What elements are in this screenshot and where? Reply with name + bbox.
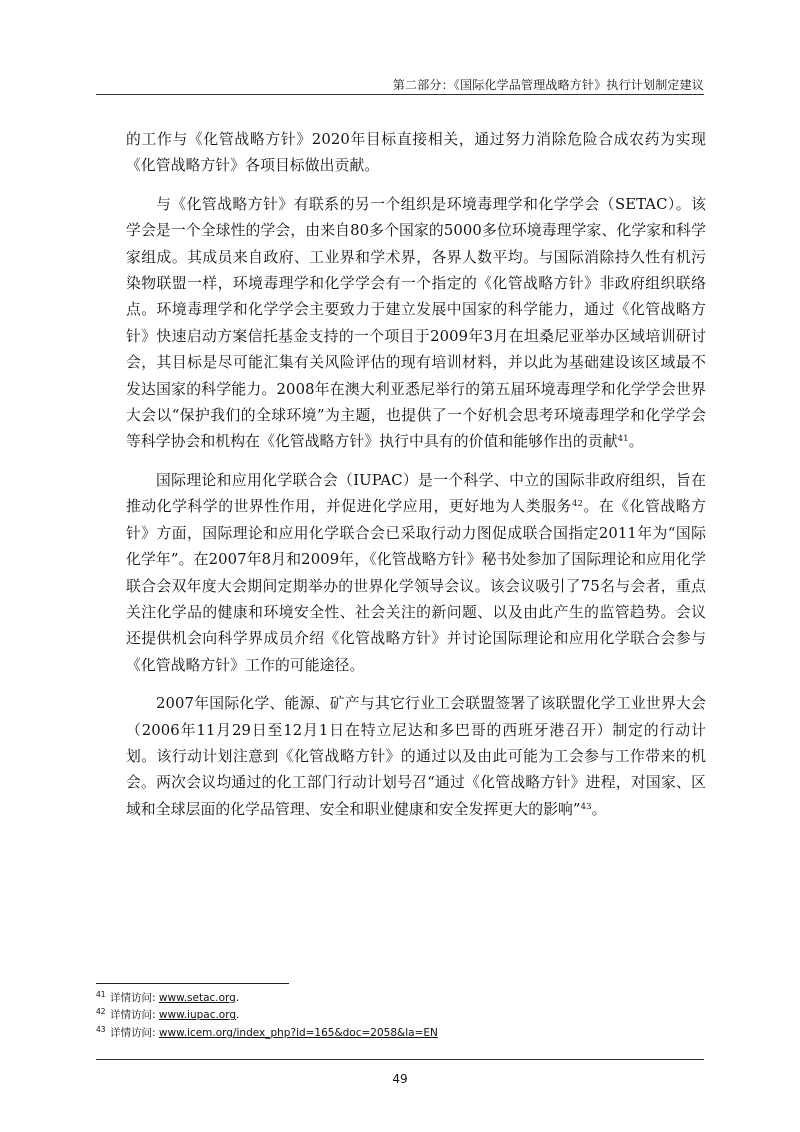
footnote-link[interactable]: www.icem.org/index_php?id=165&doc=2058&la=EN: [158, 1026, 438, 1039]
header-title: 第二部分：《国际化学品管理战略方针》执行计划制定建议: [392, 78, 704, 92]
paragraph: [126, 468, 706, 679]
footnote-label: 详情访问:: [110, 1009, 159, 1022]
footnote-number: 41: [96, 990, 106, 999]
footnote-link[interactable]: www.iupac.org: [158, 1009, 237, 1022]
paragraph-text: 2007年国际化学、能源、矿产与其它行业工会联盟签署了该联盟化学工业世界大会（2006年11月29日至12月1日在特立尼达和多巴哥的西班牙港召开）制定的行动计划。该行动计划注意到《化管战略方针》的通过以及由此可能为工会参与工作带来的机会。两次会议均通过的化工部门行动计划号召“通过《化管战略方针》进程，对国家、区域和全球层面的化学品管理、安全和职业健康和安全发挥更大的影响”: [126, 695, 706, 818]
footnote: [96, 1023, 696, 1040]
footnote: [96, 1005, 696, 1022]
footnote-divider: [96, 983, 289, 984]
paragraph-text: 。: [628, 433, 644, 451]
footnote-link[interactable]: www.setac.org: [158, 992, 236, 1004]
paragraph-text: 。在《化管战略方针》方面，国际理论和应用化学联合会已采取行动力图促成联合国指定2011年为“国际化学年”。在2007年8月和2009年，《化管战略方针》秘书处参加了国际理论和应用化学联合会双年度大会期间定期举办的世界化学领导会议。该会议吸引了75名与会者，重点关注化学品的健康和环境安全性、社会关注的新问题、以及由此产生的监管趋势。会议还提供机会向科学界成员介绍《化管战略方针》并讨论国际理论和应用化学联合会参与《化管战略方针》工作的可能途径。: [126, 498, 706, 674]
footnote-ref[interactable]: 43: [580, 801, 592, 812]
footnote-label: 详情访问:: [110, 1026, 159, 1039]
paragraph: [126, 127, 706, 180]
footnote-ref[interactable]: 41: [617, 434, 629, 445]
footnotes: [96, 988, 696, 1040]
footnote-number: 42: [96, 1007, 106, 1017]
footnote-label: 详情访问:: [110, 992, 159, 1004]
page-number: 49: [392, 1072, 408, 1086]
footnote-ref[interactable]: 42: [571, 499, 583, 510]
paragraph-text: 国际理论和应用化学联合会（IUPAC）是一个科学、中立的国际非政府组织，旨在推动化学科学的世界性作用，并促进化学应用，更好地为人类服务: [126, 471, 706, 516]
paragraph-text: 。: [591, 800, 607, 818]
footnote-suffix: .: [236, 1009, 240, 1022]
paragraph-text: 的工作与《化管战略方针》2020年目标直接相关，通过努力消除危险合成农药为实现《化管战略方针》各项目标做出贡献。: [126, 131, 706, 175]
footnote-suffix: .: [235, 992, 240, 1004]
footnote: [96, 988, 696, 1005]
main-text: [126, 127, 706, 835]
paragraph: [126, 192, 706, 456]
footnote-number: 43: [96, 1024, 106, 1034]
footer-divider: [96, 1059, 704, 1060]
paragraph: [126, 691, 706, 823]
paragraph-text: 与《化管战略方针》有联系的另一个组织是环境毒理学和化学学会（SETAC）。该学会是一个全球性的学会，由来自80多个国家的5000多位环境毒理学家、化学家和科学家组成。其成员来自政府、工业界和学术界，各界人数平均。与国际消除持久性有机污染物联盟一样，环境毒理学和化学学会有一个指定的《化管战略方针》非政府组织联络点。环境毒理学和化学学会主要致力于建立发展中国家的科学能力，通过《化管战略方针》快速启动方案信托基金支持的一个项目于2009年3月在坦桑尼亚举办区域培训研讨会，其目标是尽可能汇集有关风险评估的现有培训材料，并以此为基础建设该区域最不发达国家的科学能力。2008年在澳大利亚悉尼举行的第五届环境毒理学和化学学会世界大会以“保护我们的全球环境”为主题，也提供了一个好机会思考环境毒理学和化学学会等科学协会和机构在《化管战略方针》执行中具有的价值和能够作出的贡献: [126, 195, 706, 451]
running-header: [96, 74, 704, 95]
